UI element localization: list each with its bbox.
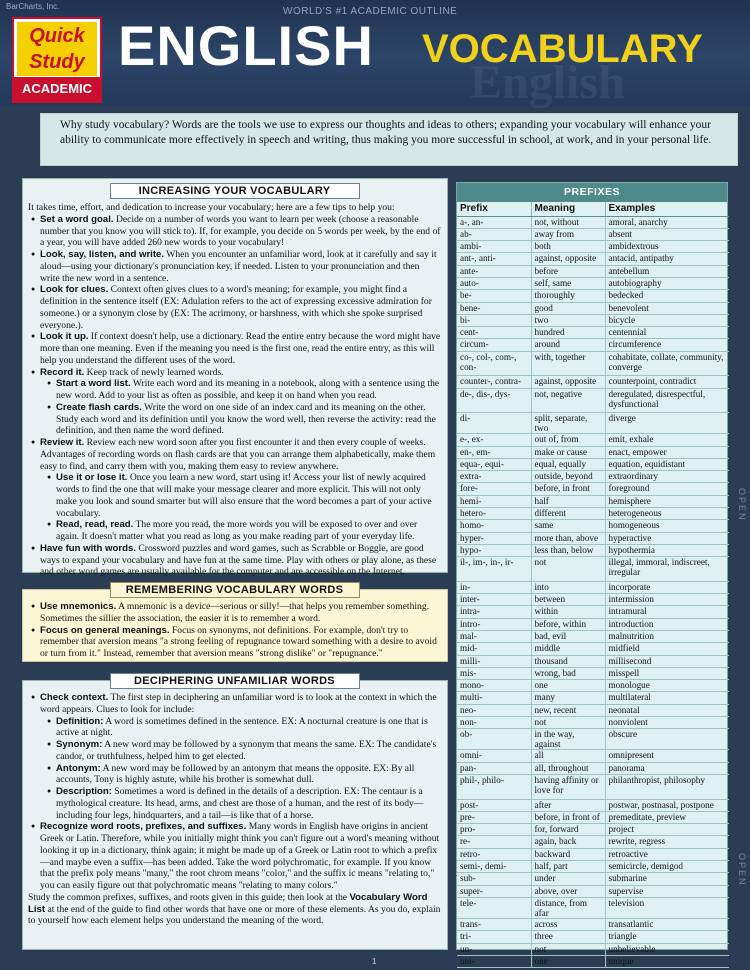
examples-cell: antebellum <box>605 265 729 277</box>
meaning-cell: for, forward <box>531 824 605 836</box>
examples-cell: rewrite, regress <box>605 836 729 848</box>
table-row <box>457 762 729 774</box>
table-row <box>457 631 729 643</box>
meaning-cell: against, opposite <box>531 253 605 265</box>
examples-cell: heterogeneous <box>605 508 729 520</box>
examples-cell: incorporate <box>605 581 729 593</box>
section-intro: It takes time, effort, and dedication to increase your vocabulary; here are a few tips to help you: <box>28 202 395 213</box>
examples-cell: obscure <box>605 729 729 750</box>
table-row <box>457 241 729 253</box>
header-banner <box>0 0 750 109</box>
examples-cell: project <box>605 824 729 836</box>
meaning-cell: two <box>531 314 605 326</box>
prefix-cell: ambi- <box>457 241 531 253</box>
prefix-cell: counter-, contra- <box>457 376 531 388</box>
meaning-cell: before <box>531 265 605 277</box>
table-row <box>457 931 729 943</box>
prefix-cell: hypo- <box>457 544 531 556</box>
table-row <box>457 955 729 967</box>
prefix-cell: il-, im-, in-, ir- <box>457 557 531 582</box>
meaning-cell: hundred <box>531 327 605 339</box>
examples-cell: premeditate, preview <box>605 811 729 823</box>
side-tab-label: OPEN <box>737 488 747 522</box>
examples-cell: hypothermia <box>605 544 729 556</box>
prefix-cell: auto- <box>457 277 531 289</box>
logo-quick-text: Quick <box>17 22 97 50</box>
table-row <box>457 692 729 704</box>
sub-tip-item: ● Start a word list. Write each word and its meaning in a notebook, along with a sentence using the new word. Add to your list as often as possible, and keep it on hand when you read. <box>28 378 441 402</box>
meaning-cell: above, over <box>531 885 605 897</box>
table-row <box>457 824 729 836</box>
examples-cell: antacid, antipathy <box>605 253 729 265</box>
examples-cell: neonatal <box>605 704 729 716</box>
prefix-cell: multi- <box>457 692 531 704</box>
prefixes-title: PREFIXES <box>457 183 727 202</box>
prefix-cell: pan- <box>457 762 531 774</box>
table-row <box>457 520 729 532</box>
meaning-cell: all, throughout <box>531 762 605 774</box>
prefix-cell: hetero- <box>457 508 531 520</box>
meaning-cell: outside, beyond <box>531 471 605 483</box>
section-title: REMEMBERING VOCABULARY WORDS <box>110 582 360 598</box>
tip-item: ● Recognize word roots, prefixes, and suffixes. Many words in English have origins in ancient Greek or Latin. Therefore, while you initially might think you can't figure out a word's meaning without looking it up in a dictionary, think again; it might be made up of a Greek or Latin root to which a prefix—and maybe even a suffix—has been added. Take the word polychromatic, for example. If you know that the prefix poly means "many," the root chrom means "color," and the suffix ic means "relating to," you can easily figure out that polychromatic means "relating to many colors." <box>28 821 441 892</box>
meaning-cell: not <box>531 943 605 955</box>
meaning-cell: distance, from afar <box>531 897 605 918</box>
tip-item: ● Check context. The first step in deciphering an unfamiliar word is to look at the context in which the word appears. Clues to look for include: <box>28 692 441 716</box>
prefix-cell: post- <box>457 799 531 811</box>
meaning-cell: before, in front <box>531 483 605 495</box>
side-tab-label: OPEN <box>737 853 747 887</box>
prefix-cell: intro- <box>457 618 531 630</box>
table-row <box>457 265 729 277</box>
prefixes-table-panel <box>456 182 728 966</box>
examples-cell: malnutrition <box>605 631 729 643</box>
examples-cell: intramural <box>605 606 729 618</box>
table-row <box>457 557 729 582</box>
meaning-cell: self, same <box>531 277 605 289</box>
tip-item: ● Look, say, listen, and write. When you encounter an unfamiliar word, look at it carefully and say it aloud—using your dictionary's pronunciation key, if needed. Listen to your pronunciation and then write the new word in a sentence. <box>28 249 441 284</box>
prefix-cell: un- <box>457 943 531 955</box>
section-title: DECIPHERING UNFAMILIAR WORDS <box>110 673 360 689</box>
prefix-cell: sub- <box>457 873 531 885</box>
page-number: 1 <box>372 957 377 966</box>
meaning-cell: backward <box>531 848 605 860</box>
outline-tagline: WORLD'S #1 ACADEMIC OUTLINE <box>283 6 458 17</box>
tip-item: ● Have fun with words. Crossword puzzles and word games, such as Scrabble or Boggle, are good ways to expand your vocabulary and have fun at the same time. Play with others or play alone, as these and other word games are usually available for the computer and are accessible on the Internet. <box>28 543 441 578</box>
prefix-cell: mis- <box>457 667 531 679</box>
tip-item: ● Look for clues. Context often gives clues to a word's meaning; for example, you might find a definition in the sentence itself (EX: Adulation refers to the act of expressing excessive admiration for someone.) or a synonym close by (EX: The acrimony, or harshness, with which she spoke surprised everyone.). <box>28 284 441 331</box>
prefix-cell: neo- <box>457 704 531 716</box>
examples-cell: bedecked <box>605 290 729 302</box>
table-row <box>457 885 729 897</box>
publisher-label: BarCharts, Inc. <box>6 2 60 11</box>
examples-cell: hemisphere <box>605 495 729 507</box>
prefix-cell: di- <box>457 413 531 434</box>
meaning-cell: between <box>531 594 605 606</box>
examples-cell: philanthropist, philosophy <box>605 774 729 799</box>
prefix-cell: de-, dis-, dys- <box>457 388 531 413</box>
examples-cell: homogeneous <box>605 520 729 532</box>
prefix-cell: pre- <box>457 811 531 823</box>
sub-tip-item: ● Read, read, read. The more you read, the more words you will be exposed to over and over again. It doesn't matter what you read as long as you make reading part of your everyday life. <box>28 519 441 543</box>
examples-cell: emit, exhale <box>605 434 729 446</box>
meaning-cell: across <box>531 918 605 930</box>
table-row <box>457 811 729 823</box>
table-row <box>457 594 729 606</box>
prefix-cell: inter- <box>457 594 531 606</box>
tip-item: ● Focus on general meanings. Focus on synonyms, not definitions. For example, don't try to remember that aversion means "a strong feeling of repugnance toward something with a desire to avoid or turn from it." Instead, remember that aversion means "strong dislike" or "repugnance." <box>28 625 441 660</box>
table-row <box>457 314 729 326</box>
examples-cell: counterpoint, contradict <box>605 376 729 388</box>
prefix-cell: ant-, anti- <box>457 253 531 265</box>
table-row <box>457 302 729 314</box>
closing-paragraph: Study the common prefixes, suffixes, and roots given in this guide; then look at the Vocabulary Word List at the end of the guide to find other words that have one or more of these elements. As you do, explain to yourself how each element helps you understand the meaning of the word. <box>28 891 441 927</box>
prefix-cell: circum- <box>457 339 531 351</box>
examples-cell: semicircle, demigod <box>605 861 729 873</box>
column-header-meaning: Meaning <box>531 202 605 216</box>
table-row <box>457 327 729 339</box>
page-subtitle: VOCABULARY <box>422 27 703 71</box>
meaning-cell: not <box>531 717 605 729</box>
meaning-cell: not, negative <box>531 388 605 413</box>
meaning-cell: make or cause <box>531 446 605 458</box>
prefix-cell: phil-, philo- <box>457 774 531 799</box>
examples-cell: nonviolent <box>605 717 729 729</box>
examples-cell: ambidextrous <box>605 241 729 253</box>
examples-cell: supervise <box>605 885 729 897</box>
table-row <box>457 228 729 240</box>
examples-cell: retroactive <box>605 848 729 860</box>
prefix-cell: ab- <box>457 228 531 240</box>
prefix-cell: hyper- <box>457 532 531 544</box>
examples-cell: centennial <box>605 327 729 339</box>
tip-item: ● Look it up. If context doesn't help, use a dictionary. Read the entire entry because the word might have more than one meaning. Even if the meaning you need is the first one, read the entire entry, as this will help you understand the different uses of the word. <box>28 331 441 366</box>
table-row <box>457 836 729 848</box>
prefix-cell: en-, em- <box>457 446 531 458</box>
meaning-cell: wrong, bad <box>531 667 605 679</box>
logo-study-text: Study <box>17 50 97 76</box>
examples-cell: amoral, anarchy <box>605 216 729 228</box>
prefixes-table-body <box>457 216 729 968</box>
examples-cell: transatlantic <box>605 918 729 930</box>
examples-cell: multilateral <box>605 692 729 704</box>
table-row <box>457 774 729 799</box>
deciphering-words-section <box>22 675 448 950</box>
meaning-cell: one <box>531 955 605 967</box>
table-row <box>457 897 729 918</box>
examples-cell: postwar, postnasal, postpone <box>605 799 729 811</box>
prefix-cell: re- <box>457 836 531 848</box>
examples-cell: bicycle <box>605 314 729 326</box>
table-row <box>457 943 729 955</box>
table-row <box>457 495 729 507</box>
examples-cell: omnipresent <box>605 750 729 762</box>
prefix-cell: cent- <box>457 327 531 339</box>
examples-cell: equation, equidistant <box>605 458 729 470</box>
column-header-examples: Examples <box>605 202 729 216</box>
examples-cell: enact, empower <box>605 446 729 458</box>
prefix-cell: be- <box>457 290 531 302</box>
meaning-cell: equal, equally <box>531 458 605 470</box>
table-row <box>457 471 729 483</box>
table-row <box>457 434 729 446</box>
prefix-cell: trans- <box>457 918 531 930</box>
examples-cell: unique <box>605 955 729 967</box>
remembering-vocabulary-section <box>22 584 448 662</box>
meaning-cell: into <box>531 581 605 593</box>
examples-cell: panorama <box>605 762 729 774</box>
table-row <box>457 216 729 228</box>
examples-cell: misspell <box>605 667 729 679</box>
meaning-cell: away from <box>531 228 605 240</box>
prefix-cell: uni- <box>457 955 531 967</box>
meaning-cell: good <box>531 302 605 314</box>
intro-box: Why study vocabulary? Words are the tools we use to express our thoughts and ideas to others; expanding your vocabulary will enhance your ability to communicate more effectively in speech and writing, thus making you more successful in school, at work, and in your personal life. <box>40 113 738 166</box>
examples-cell: midfield <box>605 643 729 655</box>
meaning-cell: thousand <box>531 655 605 667</box>
left-column <box>22 178 448 950</box>
examples-cell: absent <box>605 228 729 240</box>
prefix-cell: omni- <box>457 750 531 762</box>
prefix-cell: mid- <box>457 643 531 655</box>
prefix-cell: fore- <box>457 483 531 495</box>
meaning-cell: not, without <box>531 216 605 228</box>
prefix-cell: equa-, equi- <box>457 458 531 470</box>
table-header-row <box>457 202 729 216</box>
prefix-cell: milli- <box>457 655 531 667</box>
meaning-cell: within <box>531 606 605 618</box>
section-title: INCREASING YOUR VOCABULARY <box>110 183 360 199</box>
prefix-cell: non- <box>457 717 531 729</box>
prefix-cell: co-, col-, com-, con- <box>457 351 531 376</box>
examples-cell: foreground <box>605 483 729 495</box>
table-row <box>457 376 729 388</box>
meaning-cell: three <box>531 931 605 943</box>
prefix-cell: hemi- <box>457 495 531 507</box>
tip-item: ● Use mnemonics. A mnemonic is a device—serious or silly!—that helps you remember something. Sometimes the sillier the association, the easier it is to remember a word. <box>28 601 441 625</box>
prefix-cell: in- <box>457 581 531 593</box>
meaning-cell: not <box>531 557 605 582</box>
table-row <box>457 750 729 762</box>
prefix-cell: tele- <box>457 897 531 918</box>
tip-item: ● Review it. Review each new word soon after you first encounter it and then every couple of weeks. Advantages of recording words on flash cards are that you can arrange them alphabetically, make them easy to find, and carry them with you, making them easy to review anywhere. <box>28 437 441 472</box>
table-row <box>457 351 729 376</box>
meaning-cell: under <box>531 873 605 885</box>
meaning-cell: many <box>531 692 605 704</box>
examples-cell: hyperactive <box>605 532 729 544</box>
page-title: ENGLISH <box>118 14 374 77</box>
meaning-cell: before, within <box>531 618 605 630</box>
examples-cell: intermission <box>605 594 729 606</box>
table-row <box>457 717 729 729</box>
examples-cell: illegal, immoral, indiscreet, irregular <box>605 557 729 582</box>
examples-cell: deregulated, disrespectful, dysfunctional <box>605 388 729 413</box>
prefix-cell: extra- <box>457 471 531 483</box>
examples-cell: monologue <box>605 680 729 692</box>
examples-cell: circumference <box>605 339 729 351</box>
table-row <box>457 290 729 302</box>
sub-tip-item: ● Use it or lose it. Once you learn a new word, start using it! Access your list of newly acquired words to find the one that will make your message clearer and more explicit. This will not only make you look and sound smarter but will also ensure that the word becomes a part of your active vocabulary. <box>28 472 441 519</box>
prefix-cell: semi-, demi- <box>457 861 531 873</box>
meaning-cell: against, opposite <box>531 376 605 388</box>
increasing-vocabulary-section <box>22 178 448 578</box>
meaning-cell: out of, from <box>531 434 605 446</box>
sub-tip-item: ● Definition: A word is sometimes defined in the sentence. EX: A nocturnal creature is one that is active at night. <box>28 716 441 740</box>
quickstudy-logo <box>12 17 102 103</box>
meaning-cell: bad, evil <box>531 631 605 643</box>
examples-cell: benevolent <box>605 302 729 314</box>
table-row <box>457 861 729 873</box>
meaning-cell: more than, above <box>531 532 605 544</box>
table-row <box>457 680 729 692</box>
meaning-cell: new, recent <box>531 704 605 716</box>
examples-cell: cohabitate, collate, community, converge <box>605 351 729 376</box>
prefix-cell: ante- <box>457 265 531 277</box>
meaning-cell: middle <box>531 643 605 655</box>
meaning-cell: having affinity or love for <box>531 774 605 799</box>
table-row <box>457 643 729 655</box>
meaning-cell: same <box>531 520 605 532</box>
prefix-cell: homo- <box>457 520 531 532</box>
table-row <box>457 339 729 351</box>
table-row <box>457 413 729 434</box>
meaning-cell: after <box>531 799 605 811</box>
meaning-cell: with, together <box>531 351 605 376</box>
prefix-cell: bi- <box>457 314 531 326</box>
table-row <box>457 253 729 265</box>
sub-tip-item: ● Synonym: A new word may be followed by a synonym that means the same. EX: The candidate's candor, or truthfulness, helped him to get elected. <box>28 739 441 763</box>
prefix-cell: tri- <box>457 931 531 943</box>
meaning-cell: split, separate, two <box>531 413 605 434</box>
examples-cell: television <box>605 897 729 918</box>
column-header-prefix: Prefix <box>457 202 531 216</box>
meaning-cell: different <box>531 508 605 520</box>
prefix-cell: super- <box>457 885 531 897</box>
meaning-cell: half, part <box>531 861 605 873</box>
meaning-cell: less than, below <box>531 544 605 556</box>
meaning-cell: all <box>531 750 605 762</box>
sub-tip-item: ● Create flash cards. Write the word on one side of an index card and its meaning on the other. Study each word and its definition until you know the word well, then reverse the activity: read the definition, and then name the word defined. <box>28 402 441 437</box>
table-row <box>457 458 729 470</box>
examples-cell: autobiography <box>605 277 729 289</box>
table-row <box>457 655 729 667</box>
meaning-cell: half <box>531 495 605 507</box>
table-row <box>457 544 729 556</box>
table-row <box>457 446 729 458</box>
tip-item: ● Set a word goal. Decide on a number of words you want to learn per week (choose a reasonable number that you know you will stick to). If, for example, you decide on 5 words per week, by the end of a year, you will have added 260 new words to your vocabulary! <box>28 214 441 249</box>
prefix-cell: pro- <box>457 824 531 836</box>
examples-cell: unbelievable <box>605 943 729 955</box>
examples-cell: introduction <box>605 618 729 630</box>
meaning-cell: one <box>531 680 605 692</box>
table-row <box>457 508 729 520</box>
logo-academic-text: ACADEMIC <box>14 77 100 101</box>
prefix-cell: e-, ex- <box>457 434 531 446</box>
table-row <box>457 581 729 593</box>
table-row <box>457 848 729 860</box>
meaning-cell: thoroughly <box>531 290 605 302</box>
prefix-cell: retro- <box>457 848 531 860</box>
table-row <box>457 729 729 750</box>
table-row <box>457 388 729 413</box>
table-row <box>457 277 729 289</box>
table-row <box>457 483 729 495</box>
examples-cell: submarine <box>605 873 729 885</box>
meaning-cell: both <box>531 241 605 253</box>
table-row <box>457 667 729 679</box>
sub-tip-item: ● Description: Sometimes a word is defined in the details of a description. EX: The centaur is a mythological creature. Its head, arms, and chest are those of a human, and the rest of its body—including four legs, hindquarters, and a tail—is like that of a horse. <box>28 786 441 821</box>
table-row <box>457 618 729 630</box>
prefix-cell: ob- <box>457 729 531 750</box>
examples-cell: millisecond <box>605 655 729 667</box>
meaning-cell: around <box>531 339 605 351</box>
sub-tip-item: ● Antonym: A new word may be followed by an antonym that means the opposite. EX: By all accounts, Tony is highly astute, while his brother is somewhat dull. <box>28 763 441 787</box>
examples-cell: diverge <box>605 413 729 434</box>
prefix-cell: intra- <box>457 606 531 618</box>
prefix-cell: bene- <box>457 302 531 314</box>
prefixes-table <box>457 202 729 968</box>
prefix-cell: mono- <box>457 680 531 692</box>
prefix-cell: mal- <box>457 631 531 643</box>
table-row <box>457 606 729 618</box>
meaning-cell: again, back <box>531 836 605 848</box>
examples-cell: triangle <box>605 931 729 943</box>
examples-cell: extraordinary <box>605 471 729 483</box>
table-row <box>457 873 729 885</box>
tip-item: ● Record it. Keep track of newly learned words. <box>28 367 441 379</box>
table-row <box>457 918 729 930</box>
prefix-cell: a-, an- <box>457 216 531 228</box>
background-watermark: English <box>470 56 625 109</box>
table-row <box>457 532 729 544</box>
table-row <box>457 704 729 716</box>
table-row <box>457 799 729 811</box>
meaning-cell: before, in front of <box>531 811 605 823</box>
meaning-cell: in the way, against <box>531 729 605 750</box>
